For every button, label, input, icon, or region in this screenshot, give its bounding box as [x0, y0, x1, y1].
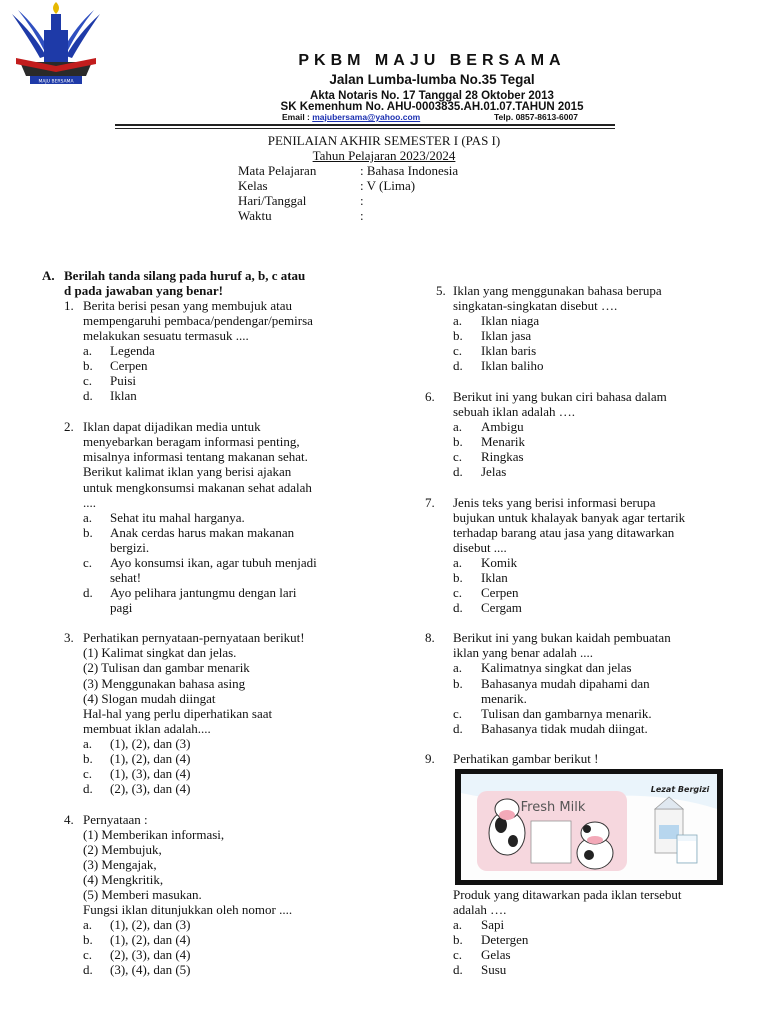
question-number: 7.	[425, 495, 435, 510]
option-letter: d.	[83, 388, 93, 403]
question-text: menyebarkan beragam informasi penting,	[83, 434, 300, 449]
option-text: Ayo pelihara jantungmu dengan lari	[110, 585, 297, 600]
option-text: Kalimatnya singkat dan jelas	[481, 660, 632, 675]
question-text: disebut ....	[453, 540, 507, 555]
option-text: bergizi.	[110, 540, 150, 555]
meta-date: Hari/Tanggal :	[238, 193, 364, 208]
header-rule-thin	[115, 128, 615, 129]
question-text: Perhatikan gambar berikut !	[453, 751, 599, 766]
question-text: misalnya informasi tentang makanan sehat.	[83, 449, 308, 464]
option-letter: d.	[453, 962, 463, 977]
option-letter: b.	[83, 932, 93, 947]
question-text: Fungsi iklan ditunjukkan oleh nomor ....	[83, 902, 293, 917]
option-letter: a.	[83, 736, 93, 751]
option-text: Ringkas	[481, 449, 524, 464]
option-letter: d.	[83, 781, 93, 796]
option-letter: d.	[83, 585, 93, 600]
option-letter: a.	[83, 343, 93, 358]
option-text: (1), (2), dan (4)	[110, 751, 191, 766]
question-text: bujukan untuk khalayak banyak agar tertarik	[453, 510, 686, 525]
option-letter: a.	[453, 555, 463, 570]
question-text: (1) Kalimat singkat dan jelas.	[83, 645, 237, 660]
meta-time: Waktu :	[238, 208, 364, 223]
question-text: Iklan yang menggunakan bahasa berupa	[453, 283, 662, 298]
option-letter: a.	[453, 419, 463, 434]
ad-tagline: Lezat Bergizi	[650, 785, 710, 794]
question-text: (2) Membujuk,	[83, 842, 162, 857]
option-text: Ayo konsumsi ikan, agar tubuh menjadi	[110, 555, 317, 570]
option-letter: d.	[453, 464, 463, 479]
option-letter: a.	[83, 917, 93, 932]
option-text: Detergen	[481, 932, 529, 947]
option-text: Tulisan dan gambarnya menarik.	[481, 706, 652, 721]
question-text: ....	[83, 495, 96, 510]
option-letter: d.	[453, 600, 463, 615]
option-text: (2), (3), dan (4)	[110, 947, 191, 962]
option-letter: c.	[453, 706, 463, 721]
school-address: Jalan Lumba-lumba No.35 Tegal	[329, 72, 535, 87]
option-letter: b.	[83, 751, 93, 766]
question-number: 3.	[64, 630, 74, 645]
question-number: 2.	[64, 419, 74, 434]
option-text: Cerpen	[481, 585, 519, 600]
meta-subject: Mata Pelajaran : Bahasa Indonesia	[238, 163, 459, 178]
option-text: pagi	[110, 600, 133, 615]
option-text: Anak cerdas harus makan makanan	[110, 525, 295, 540]
option-text: Iklan baris	[481, 343, 537, 358]
section-label: A.	[42, 268, 55, 283]
question-text: Berikut kalimat iklan yang berisi ajakan	[83, 464, 292, 479]
option-letter: d.	[453, 721, 463, 736]
option-letter: c.	[453, 449, 463, 464]
option-letter: c.	[453, 585, 463, 600]
question-number: 1.	[64, 298, 74, 313]
option-text: sehat!	[110, 570, 142, 585]
option-text: Gelas	[481, 947, 511, 962]
option-letter: b.	[453, 328, 463, 343]
question-text: singkatan-singkatan disebut ….	[453, 298, 618, 313]
question-text: membuat iklan adalah....	[83, 721, 211, 736]
option-text: (1), (2), dan (3)	[110, 736, 191, 751]
notary-deed: Akta Notaris No. 17 Tanggal 28 Oktober 2013	[310, 90, 554, 102]
question-text: Perhatikan pernyataan-pernyataan berikut!	[83, 630, 305, 645]
option-text: Sehat itu mahal harganya.	[110, 510, 245, 525]
option-text: Cerpen	[110, 358, 148, 373]
phone-number: Telp. 0857-8613-6007	[494, 112, 578, 122]
question-text: Berita berisi pesan yang membujuk atau	[83, 298, 293, 313]
option-text: Iklan jasa	[481, 328, 532, 343]
question-text: (3) Menggunakan bahasa asing	[83, 676, 246, 691]
school-logo	[0, 0, 112, 86]
option-text: (1), (3), dan (4)	[110, 766, 191, 781]
option-letter: b.	[453, 570, 463, 585]
option-letter: a.	[83, 510, 93, 525]
meta-class: Kelas : V (Lima)	[238, 178, 416, 193]
milk-glass-icon	[677, 835, 697, 863]
option-text: Legenda	[110, 343, 155, 358]
section-instruction-2: d pada jawaban yang benar!	[64, 283, 223, 298]
question-text: terhadap barang atau jasa yang ditawarkan	[453, 525, 675, 540]
option-text: Iklan	[110, 388, 137, 403]
question-text: (4) Mengkritik,	[83, 872, 164, 887]
option-letter: a.	[453, 660, 463, 675]
option-text: Iklan baliho	[481, 358, 544, 373]
option-letter: c.	[83, 373, 93, 388]
question-text: sebuah iklan adalah ….	[453, 404, 576, 419]
option-text: (1), (2), dan (4)	[110, 932, 191, 947]
exam-year: Tahun Pelajaran 2023/2024	[312, 148, 456, 163]
option-text: (2), (3), dan (4)	[110, 781, 191, 796]
option-letter: c.	[83, 766, 93, 781]
option-letter: a.	[453, 313, 463, 328]
exam-title: PENILAIAN AKHIR SEMESTER I (PAS I)	[267, 133, 501, 148]
email-label: Email :	[282, 112, 313, 122]
option-text: Puisi	[110, 373, 137, 388]
option-text: Iklan	[481, 570, 508, 585]
option-letter: b.	[453, 434, 463, 449]
option-text: Bahasanya mudah dipahami dan	[481, 676, 650, 691]
option-text: Komik	[481, 555, 518, 570]
option-letter: b.	[83, 358, 93, 373]
question-text: Berikut ini yang bukan kaidah pembuatan	[453, 630, 671, 645]
question-number: 8.	[425, 630, 435, 645]
option-letter: d.	[83, 962, 93, 977]
section-instruction: Berilah tanda silang pada huruf a, b, c atau	[64, 268, 306, 283]
option-letter: d.	[453, 358, 463, 373]
question-text: adalah ….	[453, 902, 507, 917]
logo-text: MAJU BERSAMA	[38, 79, 74, 85]
question-number: 5.	[436, 283, 446, 298]
question-text: iklan yang benar adalah ....	[453, 645, 594, 660]
school-name: PKBM MAJU BERSAMA	[298, 52, 566, 69]
question-text: (2) Tulisan dan gambar menarik	[83, 660, 250, 675]
email-link[interactable]: majubersama@yahoo.com	[312, 112, 421, 122]
option-text: Sapi	[481, 917, 505, 932]
option-text: Bahasanya tidak mudah diingat.	[481, 721, 648, 736]
contact-line	[282, 112, 602, 122]
option-letter: c.	[83, 555, 93, 570]
option-text: Menarik	[481, 434, 526, 449]
question-text: mempengaruhi pembaca/pendengar/pemirsa	[83, 313, 313, 328]
option-text: Cergam	[481, 600, 522, 615]
cow-right-icon	[577, 822, 613, 869]
milk-ad-image	[455, 769, 723, 885]
question-text: Hal-hal yang perlu diperhatikan saat	[83, 706, 273, 721]
option-letter: b.	[453, 676, 463, 691]
option-text: Jelas	[481, 464, 507, 479]
question-text: Iklan dapat dijadikan media untuk	[83, 419, 261, 434]
nutrition-label-icon	[531, 821, 571, 863]
question-text: (5) Memberi masukan.	[83, 887, 202, 902]
option-text: Susu	[481, 962, 507, 977]
option-text: Ambigu	[481, 419, 524, 434]
option-letter: c.	[83, 947, 93, 962]
option-letter: c.	[453, 947, 463, 962]
ministry-decree: SK Kemenhum No. AHU-0003835.AH.01.07.TAHUN 2015	[280, 101, 584, 113]
option-letter: a.	[453, 917, 463, 932]
question-number: 6.	[425, 389, 435, 404]
question-text: melakukan sesuatu termasuk ....	[83, 328, 249, 343]
question-text: (1) Memberikan informasi,	[83, 827, 225, 842]
option-text: menarik.	[481, 691, 527, 706]
option-text: (1), (2), dan (3)	[110, 917, 191, 932]
question-text: Jenis teks yang berisi informasi berupa	[453, 495, 656, 510]
option-text: (3), (4), dan (5)	[110, 962, 191, 977]
option-text: Iklan niaga	[481, 313, 540, 328]
question-text: untuk mengkonsumsi makanan sehat adalah	[83, 480, 312, 495]
option-letter: b.	[453, 932, 463, 947]
question-number: 4.	[64, 812, 74, 827]
question-text: (3) Mengajak,	[83, 857, 157, 872]
question-text: Berikut ini yang bukan ciri bahasa dalam	[453, 389, 667, 404]
question-text: Produk yang ditawarkan pada iklan tersebut	[453, 887, 682, 902]
header-rule-thick	[115, 124, 615, 126]
option-letter: c.	[453, 343, 463, 358]
question-number: 9.	[425, 751, 435, 766]
ad-brand: Fresh Milk	[520, 800, 586, 815]
question-text: Pernyataan :	[83, 812, 148, 827]
option-letter: b.	[83, 525, 93, 540]
question-text: (4) Slogan mudah diingat	[83, 691, 216, 706]
